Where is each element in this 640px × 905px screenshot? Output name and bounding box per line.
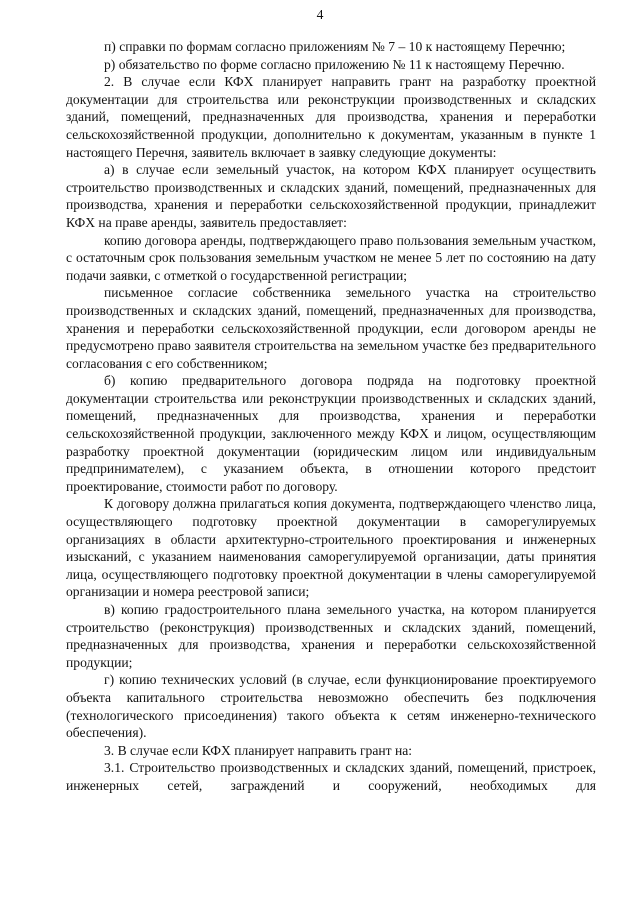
paragraph-lease-copy: копию договора аренды, подтверждающего право пользования земельным участком, с остаточным срок пользования земельным участком не менее 5 лет по состоянию на дату подачи заявки, с отметкой о государственной регистрации; [66,232,596,283]
paragraph-sro-membership: К договору должна прилагаться копия документа, подтверждающего членство лица, осуществляющего подготовку проектной документации в саморегулируемых организациях в области архитектурно-строительного проектирования и инженерных изысканий, с указанием наименования саморегулируемой организации, даты принятия лица, осуществляющего подготовку проектной документации в члены саморегулируемой организации и номера реестровой записи; [66,496,596,600]
paragraph-section-3: 3. В случае если КФХ планирует направить грант на: [104,742,413,758]
paragraph-section-3-1: 3.1. Строительство производственных и складских зданий, помещений, пристроек, инженерных сетей, заграждений и сооружений, необходимых для [66,760,596,793]
paragraph-item-a: а) в случае если земельный участок, на котором КФХ планирует осуществить строительство производственных и складских зданий, помещений, предназначенных для производства, хранения и переработки сельскохозяйственной продукции, принадлежит КФХ на праве аренды, заявитель предоставляет: [66,162,596,230]
paragraph-item-g: г) копию технических условий (в случае, если функционирование проектируемого объекта капитального строительства невозможно обеспечить без подключения (технологического присоединения) такого объекта к сетям инженерно-технического обеспечения). [66,672,596,741]
paragraph-owner-consent: письменное согласие собственника земельного участка на строительство производственных и складских зданий, помещений, предназначенных для производства, хранения и переработки сельскохозяйственной продукции, если договором аренды не предусмотрено право заявителя строительства на земельном участке без предварительного согласования с его собственником; [66,285,596,371]
page-number: 4 [316,7,324,22]
paragraph-item-v: в) копию градостроительного плана земельного участка, на котором планируется строительство (реконструкция) производственных и складских зданий, помещений, предназначенных для производства, хранения и переработки сельскохозяйственной продукции; [66,602,596,670]
paragraph-item-r: р) обязательство по форме согласно приложению № 11 к настоящему Перечню. [104,56,565,72]
paragraph-section-2: 2. В случае если КФХ планирует направить грант на разработку проектной документации для строительства или реконструкции производственных и складских зданий, помещений, предназначенных для производства, хранения и переработки сельскохозяйственной продукции, дополнительно к документам, указанным в пункте 1 настоящего Перечня, заявитель включает в заявку следующие документы: [66,74,596,160]
paragraph-item-b: б) копию предварительного договора подряда на подготовку проектной документации строительства или реконструкции производственных и складских зданий, помещений, предназначенных для производства, хранения и переработки сельскохозяйственной продукции, заключенного между КФХ и лицом, осуществляющим разработку проектной документации (юридическим лицом или индивидуальным предпринимателем), с указанием объекта, в отношении которого предстоит проектирование, стоимости работ по договору. [66,373,596,494]
document-body [66,38,596,795]
paragraph-item-p: п) справки по формам согласно приложениям № 7 – 10 к настоящему Перечню; [104,39,566,54]
